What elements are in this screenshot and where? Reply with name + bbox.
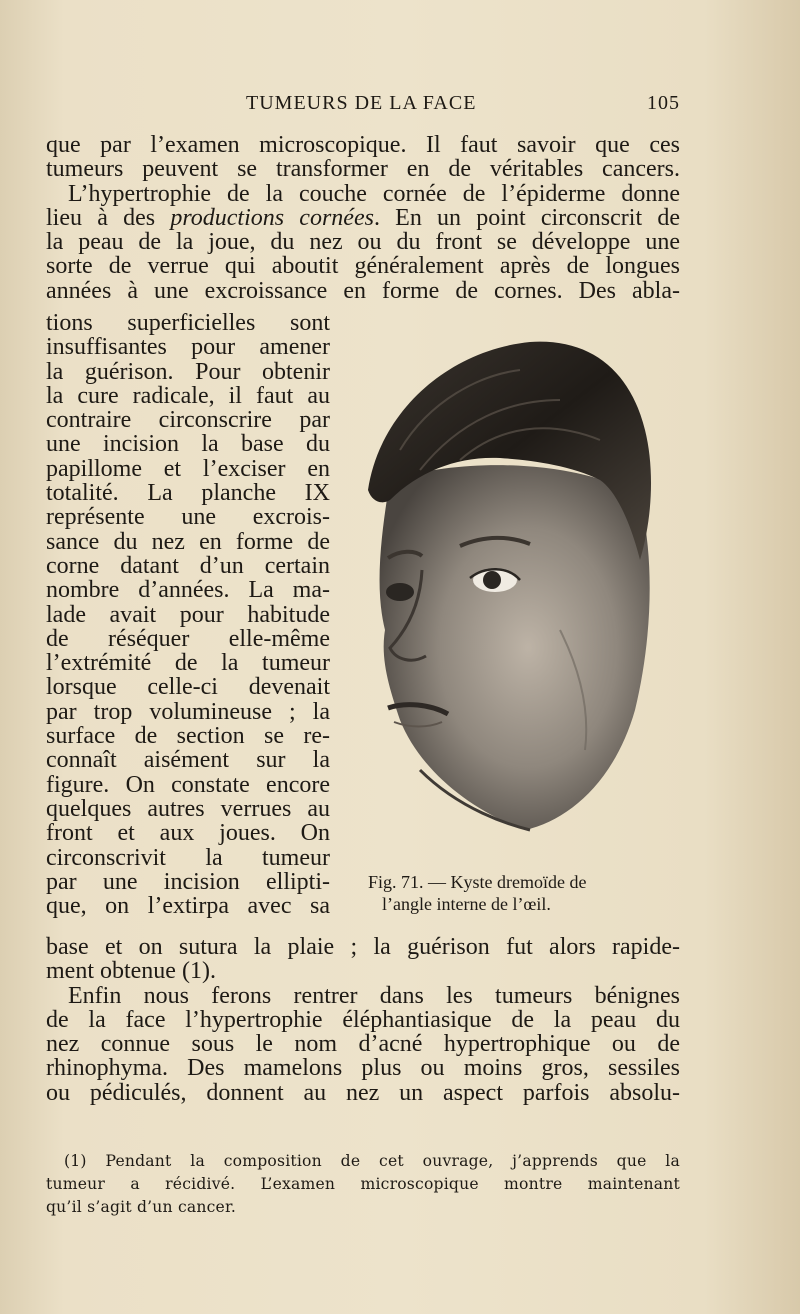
text-line: nez connue sous le nom d’acné hypertrophique ou de — [46, 1031, 680, 1058]
text-line: la guérison. Pour obtenir — [46, 358, 330, 385]
text-line: sance du nez en forme de — [46, 528, 330, 555]
footnote-line: tumeur a récidivé. L’examen microscopique montre maintenant — [46, 1175, 680, 1193]
text-line: la peau de la joue, du nez ou du front se développe une — [46, 229, 680, 256]
paragraph-top — [46, 133, 680, 303]
text-line: connaît aisément sur la — [46, 747, 330, 774]
text-run: lieu à des — [46, 204, 171, 231]
text-line: lade avait pour habitude — [46, 601, 330, 628]
text-line: sorte de verrue qui aboutit généralement après de longues — [46, 253, 680, 280]
footnote-line: (1) Pendant la composition de cet ouvrage, j’apprends que la — [64, 1152, 680, 1170]
footnote-line: qu’il s’agit d’un cancer. — [46, 1198, 237, 1216]
text-line: la cure radicale, il faut au — [46, 382, 330, 409]
text-line: lorsque celle-ci devenait — [46, 674, 330, 701]
text-line: surface de section se re- — [46, 723, 330, 750]
text-line: contraire circonscrire par — [46, 407, 330, 434]
caption-line: Fig. 71. — Kyste dremoïde de — [368, 872, 587, 892]
text-line: L’hypertrophie de la couche cornée de l’épiderme donne — [68, 180, 680, 207]
page-header — [46, 92, 680, 118]
paragraph-left-column — [46, 311, 330, 918]
text-line: tumeurs peuvent se transformer en de véritables cancers. — [46, 156, 680, 183]
text-line: représente une excrois- — [46, 504, 330, 531]
paragraph-bottom — [46, 935, 680, 1105]
text-line: nombre d’années. La ma- — [46, 577, 330, 604]
text-run: . En un point circonscrit de — [373, 204, 680, 231]
text-line: papillome et l’exciser en — [46, 455, 330, 482]
text-line: base et on sutura la plaie ; la guérison fut alors rapide- — [46, 934, 680, 960]
text-line: que, on l’extirpa avec sa — [46, 893, 330, 920]
footnote — [46, 1150, 680, 1219]
text-line: insuffisantes pour amener — [46, 334, 330, 361]
text-line: que par l’examen microscopique. Il faut savoir que ces — [46, 132, 680, 158]
text-line: l’extrémité de la tumeur — [46, 650, 330, 677]
text-line: rhinophyma. Des mamelons plus ou moins gros, sessiles — [46, 1055, 680, 1082]
figure-71-portrait — [360, 330, 660, 850]
running-head: TUMEURS DE LA FACE — [246, 92, 477, 114]
text-line: tions superficielles sont — [46, 310, 330, 336]
text-line: ou pédiculés, donnent au nez un aspect parfois absolu- — [46, 1079, 680, 1106]
page-number: 105 — [647, 92, 680, 114]
text-line: par trop volumineuse ; la — [46, 698, 330, 725]
text-line: circonscrivit la tumeur — [46, 844, 330, 871]
text-line: une incision la base du — [46, 431, 330, 458]
text-line: de réséquer elle-même — [46, 625, 330, 652]
figure-caption — [368, 871, 658, 915]
text-line: corne datant d’un certain — [46, 552, 330, 579]
text-line: de la face l’hypertrophie éléphantiasique de la peau du — [46, 1006, 680, 1033]
text-line: par une incision ellipti- — [46, 868, 330, 895]
portrait-engraving-icon — [360, 330, 660, 850]
caption-line: l’angle interne de l’œil. — [382, 894, 551, 914]
text-line: quelques autres verrues au — [46, 795, 330, 822]
text-line: figure. On constate encore — [46, 771, 330, 798]
text-line: front et aux joues. On — [46, 820, 330, 847]
text-line-italic-mixed — [46, 206, 680, 230]
text-line: Enfin nous ferons rentrer dans les tumeurs bénignes — [68, 982, 680, 1009]
text-line: ment obtenue (1). — [46, 958, 216, 985]
text-line: années à une excroissance en forme de cornes. Des abla- — [46, 277, 680, 304]
italic-term: productions cornées — [170, 204, 374, 231]
text-line: totalité. La planche IX — [46, 480, 330, 507]
